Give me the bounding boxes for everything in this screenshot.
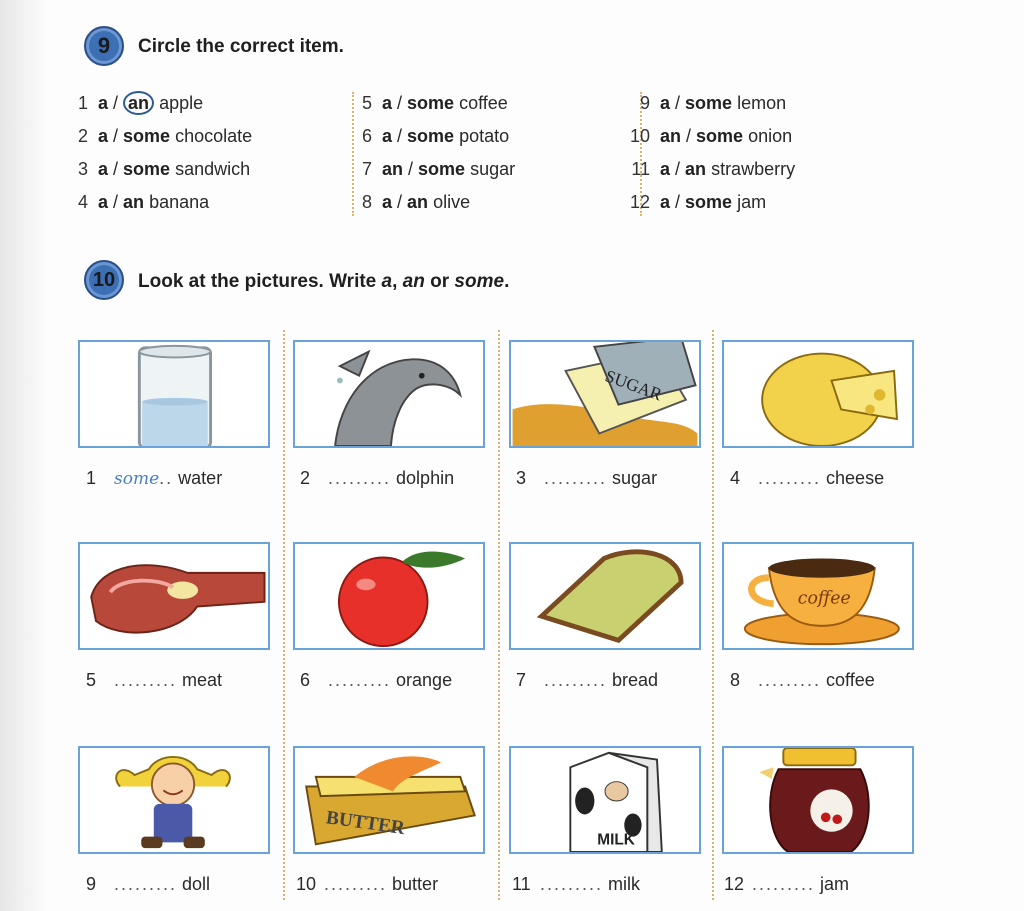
bread-icon bbox=[511, 544, 699, 648]
meat-icon bbox=[80, 544, 268, 648]
exercise-9-title: Circle the correct item. bbox=[138, 36, 344, 57]
picture-orange bbox=[293, 542, 485, 650]
caption-11[interactable]: 11 ......... milk bbox=[512, 874, 641, 894]
dolphin-icon bbox=[295, 342, 483, 446]
ex9-item[interactable]: 6 a / some potato bbox=[361, 126, 510, 146]
svg-text:BUTTER: BUTTER bbox=[324, 807, 407, 840]
orange-icon bbox=[295, 544, 483, 648]
ex9-item[interactable]: 2 a / some chocolate bbox=[77, 126, 253, 146]
ex9-item[interactable]: 1 a / an apple bbox=[77, 93, 204, 113]
ex9-column-3 bbox=[626, 92, 795, 224]
picture-jam bbox=[722, 746, 914, 854]
grid-divider bbox=[283, 330, 285, 900]
sugar-box-icon bbox=[511, 342, 699, 446]
picture-meat bbox=[78, 542, 270, 650]
caption-1[interactable]: 1 some.. water bbox=[86, 468, 223, 489]
picture-water bbox=[78, 340, 270, 448]
picture-cheese bbox=[722, 340, 914, 448]
exercise-9-badge: 9 bbox=[84, 26, 124, 66]
caption-12[interactable]: 12 ......... jam bbox=[724, 874, 850, 894]
ex9-item[interactable]: 12 a / some jam bbox=[629, 192, 767, 212]
picture-coffee bbox=[722, 542, 914, 650]
answer-text: some bbox=[114, 469, 160, 489]
ex9-item[interactable]: 10 an / some onion bbox=[629, 126, 793, 146]
caption-4[interactable]: 4 ......... cheese bbox=[730, 468, 885, 488]
water-glass-icon bbox=[80, 342, 268, 446]
picture-butter bbox=[293, 746, 485, 854]
picture-bread bbox=[509, 542, 701, 650]
doll-icon bbox=[80, 748, 268, 852]
grid-divider bbox=[712, 330, 714, 900]
picture-milk bbox=[509, 746, 701, 854]
circled-answer: an bbox=[123, 91, 154, 115]
exercise-10-badge: 10 bbox=[84, 260, 124, 300]
caption-2[interactable]: 2 ......... dolphin bbox=[300, 468, 455, 488]
caption-10[interactable]: 10 ......... butter bbox=[296, 874, 439, 894]
caption-9[interactable]: 9 ......... doll bbox=[86, 874, 211, 894]
exercise-10-title: Look at the pictures. Write a, an or some. bbox=[138, 271, 510, 292]
page-binding-shadow bbox=[0, 0, 48, 911]
ex9-column-2 bbox=[348, 92, 515, 224]
cheese-icon bbox=[724, 342, 912, 446]
picture-doll bbox=[78, 746, 270, 854]
ex9-column-1 bbox=[64, 92, 252, 224]
milk-carton-icon bbox=[511, 748, 699, 852]
picture-dolphin bbox=[293, 340, 485, 448]
ex9-item[interactable]: 4 a / an banana bbox=[77, 192, 210, 212]
caption-6[interactable]: 6 ......... orange bbox=[300, 670, 453, 690]
caption-7[interactable]: 7 ......... bread bbox=[516, 670, 659, 690]
caption-3[interactable]: 3 ......... sugar bbox=[516, 468, 658, 488]
ex9-item[interactable]: 7 an / some sugar bbox=[361, 159, 516, 179]
picture-sugar bbox=[509, 340, 701, 448]
caption-5[interactable]: 5 ......... meat bbox=[86, 670, 223, 690]
caption-8[interactable]: 8 ......... coffee bbox=[730, 670, 875, 690]
ex9-item[interactable]: 5 a / some coffee bbox=[361, 93, 508, 113]
grid-divider bbox=[498, 330, 500, 900]
svg-text:MILK: MILK bbox=[597, 831, 635, 849]
ex9-item[interactable]: 8 a / an olive bbox=[361, 192, 471, 212]
svg-text:coffee: coffee bbox=[797, 588, 851, 609]
ex9-item[interactable]: 9 a / some lemon bbox=[639, 93, 787, 113]
jam-jar-icon bbox=[724, 748, 912, 852]
butter-icon bbox=[295, 748, 483, 852]
coffee-cup-icon bbox=[724, 544, 912, 648]
ex9-item[interactable]: 3 a / some sandwich bbox=[77, 159, 251, 179]
svg-text:SUGAR: SUGAR bbox=[602, 366, 665, 405]
ex9-item[interactable]: 11 a / an strawberry bbox=[631, 159, 796, 179]
